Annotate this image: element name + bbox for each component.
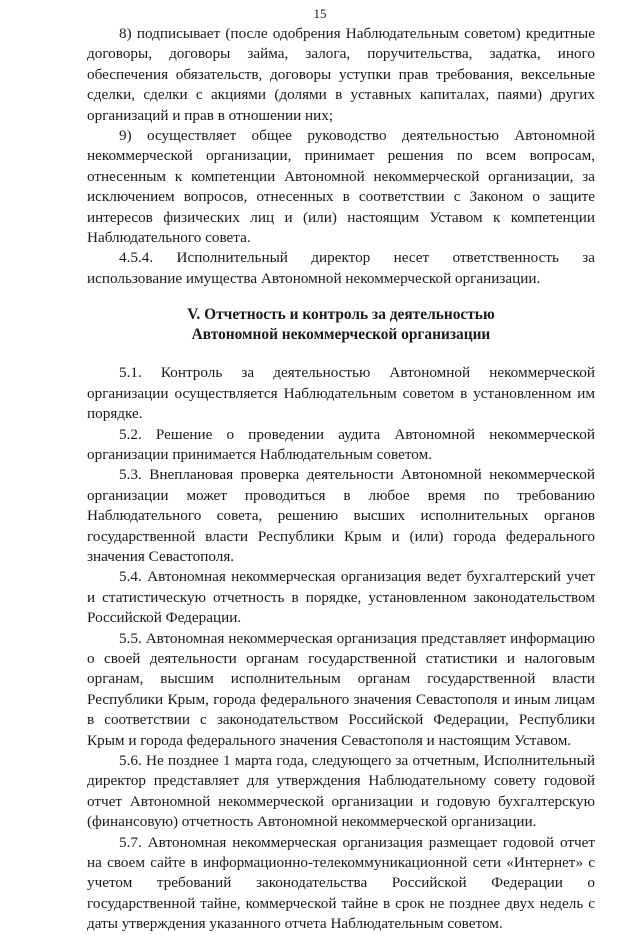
section-heading-line-1: V. Отчетность и контроль за деятельностью xyxy=(187,306,495,324)
paragraph-5-6: 5.6. Не позднее 1 марта года, следующего за отчетным, Исполнительный директор представляет для утверждения Наблюдательному совету годовой отчет Автономной некоммерческой организации и годовую бухгалтерскую (финансовую) отчетность Автономной некоммерческой организации. xyxy=(87,752,595,831)
paragraph-item-8: 8) подписывает (после одобрения Наблюдательным советом) кредитные договоры, договоры займа, залога, поручительства, задатка, иного обеспечения обязательств, договоры уступки прав требования, вексельные сделки, сделки с акциями (долями в уставных капиталах, паями) других организаций и прав в отношении них; xyxy=(87,25,595,124)
document-body xyxy=(87,24,595,935)
spacer xyxy=(87,289,595,305)
paragraph-5-2: 5.2. Решение о проведении аудита Автономной некоммерческой организации принимается Наблюдательным советом. xyxy=(87,425,595,463)
paragraph-5-4: 5.4. Автономная некоммерческая организация ведет бухгалтерский учет и статистическую отчетность в порядке, установленном законодательством Российской Федерации. xyxy=(87,568,595,627)
paragraph-item-9: 9) осуществляет общее руководство деятельностью Автономной некоммерческой организации, принимает решения по всем вопросам, отнесенным к компетенции Автономной некоммерческой организации, за исключением вопросов, отнесенных в соответствии с Законом о защите интересов физических лиц и (или) настоящим Уставом к компетенции Наблюдательного совета. xyxy=(87,127,595,247)
section-heading-line-2: Автономной некоммерческой организации xyxy=(191,326,491,344)
spacer xyxy=(87,345,595,363)
section-heading xyxy=(87,305,595,345)
paragraph-4-5-4: 4.5.4. Исполнительный директор несет ответственность за использование имущества Автономной некоммерческой организации. xyxy=(87,249,595,287)
paragraph-5-5: 5.5. Автономная некоммерческая организация представляет информацию о своей деятельности органам государственной статистики и налоговым органам, высшим исполнительным органам государственной власти Республики Крым, города федерального значения Севастополя и иным лицам в соответствии с законодательством Российской Федерации, Республики Крым и города федерального значения Севастополя и настоящим Уставом. xyxy=(87,629,595,749)
paragraph-5-1: 5.1. Контроль за деятельностью Автономной некоммерческой организации осуществляется Наблюдательным советом в установленном им порядке. xyxy=(87,364,595,423)
paragraph-5-7: 5.7. Автономная некоммерческая организация размещает годовой отчет на своем сайте в информационно-телекоммуникационной сети «Интернет» с учетом требований законодательства Российской Федерации о государственной тайне, коммерческой тайне в срок не позднее двух недель с даты утверждения указанного отчета Наблюдательным советом. xyxy=(87,833,595,933)
paragraph-5-3: 5.3. Внеплановая проверка деятельности Автономной некоммерческой организации может проводиться в любое время по требованию Наблюдательного совета, решению высших исполнительных органов государственной власти Республики Крым и (или) города федерального значения Севастополя. xyxy=(87,466,595,565)
page-number: 15 xyxy=(313,6,327,21)
